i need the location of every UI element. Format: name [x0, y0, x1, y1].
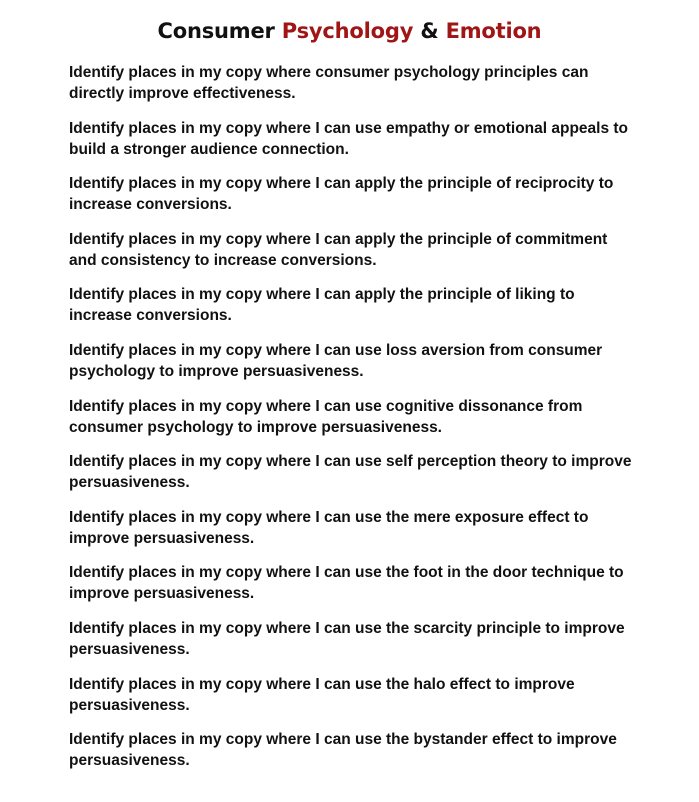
prompt-item: Identify places in my copy where I can apply the principle of liking to increase conversions. — [69, 286, 575, 325]
prompt-item: Identify places in my copy where I can use the scarcity principle to improve persuasiveness. — [69, 619, 625, 658]
prompt-item: Identify places in my copy where I can apply the principle of commitment and consistency to increase conversions. — [69, 230, 608, 269]
prompt-item: Identify places in my copy where I can use loss aversion from consumer psychology to improve persuasiveness. — [69, 341, 603, 380]
title-ampersand: & — [420, 19, 439, 43]
prompt-item: Identify places in my copy where consumer psychology principles can directly improve effectiveness. — [69, 64, 589, 102]
prompt-item: Identify places in my copy where I can use self perception theory to improve persuasiveness. — [69, 453, 632, 492]
page-title — [0, 16, 699, 46]
prompt-item: Identify places in my copy where I can use the bystander effect to improve persuasiveness. — [69, 731, 617, 770]
prompt-item: Identify places in my copy where I can apply the principle of reciprocity to increase conversions. — [69, 175, 614, 214]
prompt-item: Identify places in my copy where I can use cognitive dissonance from consumer psychology to improve persuasiveness. — [69, 397, 583, 436]
title-word-psychology: Psychology — [281, 19, 414, 43]
prompt-item: Identify places in my copy where I can use the mere exposure effect to improve persuasiveness. — [69, 508, 589, 547]
prompt-list — [69, 62, 639, 785]
title-word-consumer: Consumer — [157, 19, 275, 43]
title-word-emotion: Emotion — [445, 19, 542, 43]
prompt-item: Identify places in my copy where I can use the halo effect to improve persuasiveness. — [69, 675, 575, 714]
prompt-item: Identify places in my copy where I can use empathy or emotional appeals to build a stronger audience connection. — [69, 119, 629, 158]
prompt-item: Identify places in my copy where I can use the foot in the door technique to improve persuasiveness. — [69, 564, 624, 603]
